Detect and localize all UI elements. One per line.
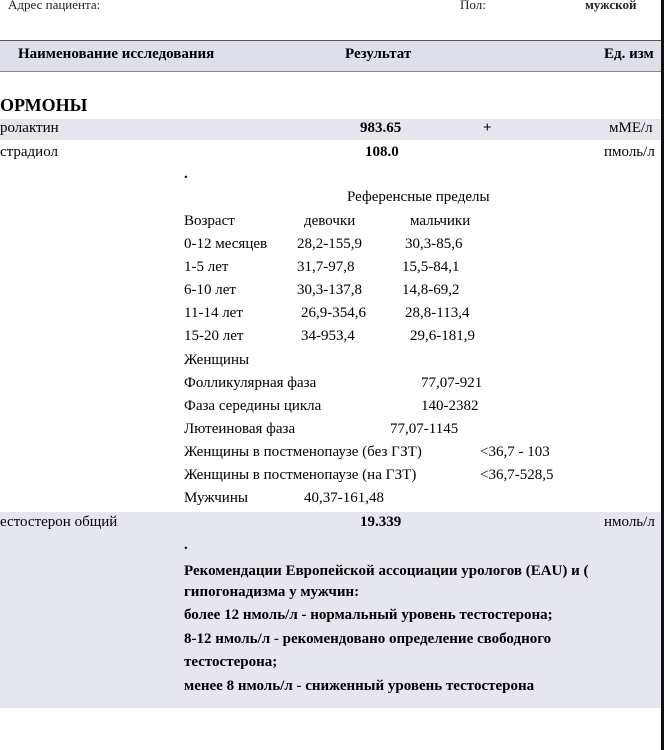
ref-phase-range: 140-2382 [421, 398, 479, 414]
testosterone-note-line: тестостерона; [184, 654, 278, 670]
col-header-result: Результат [345, 46, 412, 62]
estradiol-ref-dot: . [184, 166, 188, 182]
ref-phase-range: <36,7-528,5 [480, 467, 554, 483]
ref-boys: 30,3-85,6 [405, 236, 463, 252]
ref-boys: 28,8-113,4 [405, 305, 470, 321]
ref-phase-label: Фаза середины цикла [184, 398, 322, 414]
estradiol-ref-title: Референсные пределы [347, 189, 490, 205]
ref-col-age: Возраст [184, 213, 235, 229]
ref-col-girls: девочки [304, 213, 356, 229]
ref-girls: 28,2-155,9 [297, 236, 362, 252]
row-name-estradiol: страдиол [0, 144, 59, 160]
section-title: ОРМОНЫ [0, 95, 88, 115]
ref-girls: 34-953,4 [301, 328, 355, 344]
ref-age: 1-5 лет [184, 259, 229, 275]
ref-boys: 29,6-181,9 [410, 328, 475, 344]
testosterone-note-dot: . [184, 537, 188, 553]
testosterone-note-line: 8-12 нмоль/л - рекомендовано определение свободного [184, 631, 552, 647]
row-value-prolactin: 983.65 [360, 120, 402, 136]
ref-phase-label: Фолликулярная фаза [184, 375, 317, 391]
ref-phase-label: Женщины в постменопаузе (на ГЗТ) [184, 467, 417, 483]
row-units-testosterone: нмоль/л [604, 514, 655, 530]
ref-age: 0-12 месяцев [184, 236, 268, 252]
col-header-units: Ед. изм [604, 46, 654, 62]
ref-women-label: Женщины [184, 352, 250, 368]
row-name-prolactin: ролактин [0, 120, 59, 136]
row-band-prolactin [0, 119, 664, 140]
testosterone-note-line: более 12 нмоль/л - нормальный уровень тестостерона; [184, 607, 553, 623]
row-flag-prolactin: + [483, 120, 492, 136]
ref-men-range: 40,37-161,48 [304, 490, 384, 506]
row-units-estradiol: пмоль/л [604, 144, 655, 160]
ref-phase-label: Лютеиновая фаза [184, 421, 296, 437]
ref-age: 15-20 лет [184, 328, 244, 344]
row-units-prolactin: мМЕ/л [609, 120, 653, 136]
ref-boys: 14,8-69,2 [402, 282, 460, 298]
ref-phase-label: Женщины в постменопаузе (без ГЗТ) [184, 444, 422, 460]
testosterone-note-line: гипогонадизма у мужчин: [184, 584, 360, 600]
patient-sex-value: мужской [585, 0, 637, 12]
ref-phase-range: <36,7 - 103 [480, 444, 550, 460]
ref-phase-range: 77,07-1145 [390, 421, 459, 437]
row-value-estradiol: 108.0 [365, 144, 399, 160]
patient-sex-label: Пол: [460, 0, 486, 12]
ref-girls: 31,7-97,8 [297, 259, 355, 275]
ref-men-label: Мужчины [184, 490, 248, 506]
row-value-testosterone: 19.339 [360, 514, 402, 530]
ref-age: 6-10 лет [184, 282, 236, 298]
ref-phase-range: 77,07-921 [421, 375, 483, 391]
ref-age: 11-14 лет [184, 305, 243, 321]
col-header-name: Наименование исследования [18, 46, 215, 62]
patient-address-label: Адрес пациента: [8, 0, 101, 12]
ref-girls: 26,9-354,6 [301, 305, 366, 321]
ref-girls: 30,3-137,8 [297, 282, 362, 298]
ref-col-boys: мальчики [410, 213, 471, 229]
row-name-testosterone: естостерон общий [0, 514, 118, 530]
testosterone-note-line: менее 8 нмоль/л - сниженный уровень тестостерона [184, 678, 535, 694]
testosterone-note-line: Рекомендации Европейской ассоциации урологов (EAU) и ( [184, 563, 589, 579]
ref-boys: 15,5-84,1 [402, 259, 460, 275]
